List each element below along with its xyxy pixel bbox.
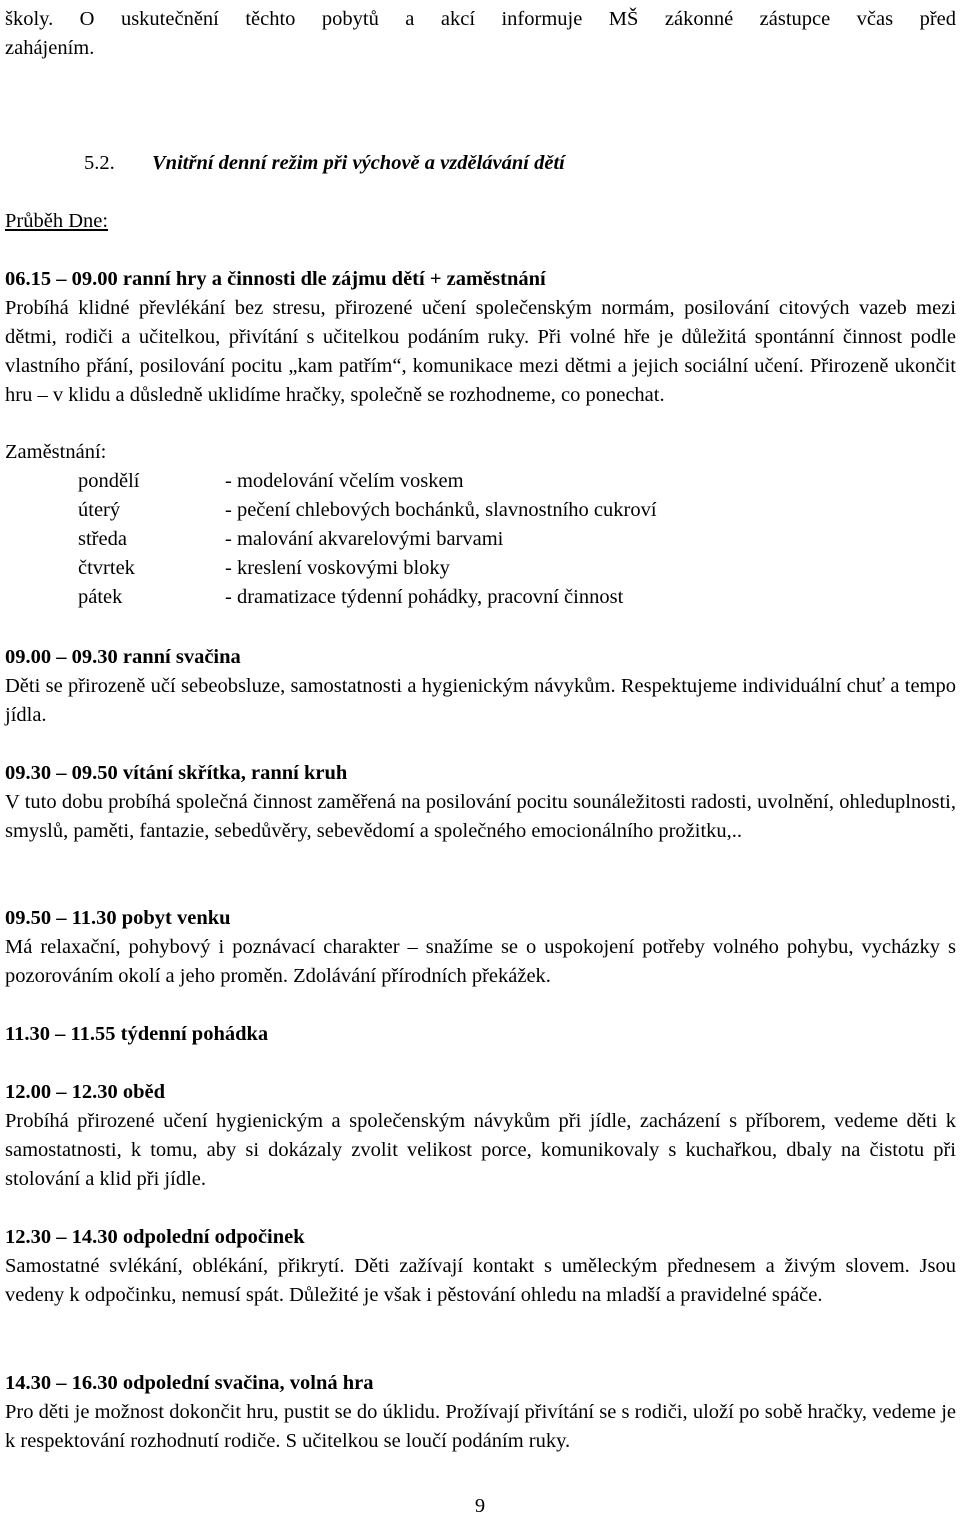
activity-row xyxy=(0,467,960,496)
block-time-0900: 09.00 – 09.30 ranní svačina xyxy=(5,646,241,668)
block-text-1430: Pro děti je možnost dokončit hru, pustit se do úklidu. Prožívají přivítání se s rodiči, uloží po sobě hračky, vedeme je k respektování rozhodnutí rodiče. S učitelkou se loučí podáním ruky. xyxy=(5,1401,956,1452)
activity-desc: - malování akvarelovými barvami xyxy=(225,528,504,550)
block-text-0900: Děti se přirozeně učí sebeobsluze, samostatnosti a hygienickým návykům. Respektujeme individuální chuť a tempo jídla. xyxy=(5,675,956,726)
block-time-1430: 14.30 – 16.30 odpolední svačina, volná hra xyxy=(5,1372,374,1394)
section-number: 5.2. xyxy=(84,152,115,174)
block-time-1200: 12.00 – 12.30 oběd xyxy=(5,1081,166,1103)
block-time-0615: 06.15 – 09.00 ranní hry a činnosti dle zájmu dětí + zaměstnání xyxy=(5,268,546,290)
activity-row xyxy=(0,554,960,583)
block-text-0930: V tuto dobu probíhá společná činnost zaměřená na posilování pocitu sounáležitosti radosti, uvolnění, ohleduplnosti, smyslů, paměti, fantazie, sebedůvěry, sebevědomí a společného emocionálního prožitku,.. xyxy=(5,791,956,842)
block-time-1230: 12.30 – 14.30 odpolední odpočinek xyxy=(5,1226,305,1248)
activity-day: úterý xyxy=(78,499,121,521)
activity-day: čtvrtek xyxy=(78,557,135,579)
intro-line-2: zahájením. xyxy=(5,37,95,59)
activities-label: Zaměstnání: xyxy=(5,441,107,463)
intro-line-1: školy. O uskutečnění těchto pobytů a akcí informuje MŠ zákonné zástupce včas před xyxy=(5,8,956,30)
page-number: 9 xyxy=(474,1495,486,1517)
block-text-1200: Probíhá přirozené učení hygienickým a společenským návykům při jídle, zacházení s příborem, vedeme děti k samostatnosti, k tomu, aby si dokázaly zvolit velikost porce, komunikovaly s kuchařkou, dbaly na čistotu při stolování a klid při jídle. xyxy=(5,1110,956,1190)
activity-desc: - modelování včelím voskem xyxy=(225,470,464,492)
activity-desc: - pečení chlebových bochánků, slavnostního cukroví xyxy=(225,499,657,521)
activity-desc: - dramatizace týdenní pohádky, pracovní činnost xyxy=(225,586,624,608)
activity-day: středa xyxy=(78,528,127,550)
activity-desc: - kreslení voskovými bloky xyxy=(225,557,450,579)
block-text-0950: Má relaxační, pohybový i poznávací charakter – snažíme se o uspokojení potřeby volného pohybu, vycházky s pozorováním okolí a jeho proměn. Zdolávání přírodních překážek. xyxy=(5,936,956,987)
block-text-1230: Samostatné svlékání, oblékání, přikrytí. Děti zažívají kontakt s uměleckým přednesem a živým slovem. Jsou vedeny k odpočinku, nemusí spát. Důležité je však i pěstování ohledu na mladší a pravidelné spáče. xyxy=(5,1255,956,1306)
activities-list xyxy=(0,467,960,612)
section-title: Vnitřní denní režim při výchově a vzdělávání dětí xyxy=(152,152,565,174)
day-heading: Průběh Dne: xyxy=(5,210,109,232)
block-time-0950: 09.50 – 11.30 pobyt venku xyxy=(5,907,231,929)
activity-row xyxy=(0,496,960,525)
block-time-0930: 09.30 – 09.50 vítání skřítka, ranní kruh xyxy=(5,762,348,784)
activity-row xyxy=(0,525,960,554)
activity-day: pátek xyxy=(78,586,123,608)
activity-row xyxy=(0,583,960,612)
activity-day: pondělí xyxy=(78,470,140,492)
block-text-0615: Probíhá klidné převlékání bez stresu, přirozené učení společenským normám, posilování citových vazeb mezi dětmi, rodiči a učitelkou, přivítání s učitelkou podáním ruky. Při volné hře je důležitá spontánní činnost podle vlastního přání, posilování pocitu „kam patřím“, komunikace mezi dětmi a jejich sociální učení. Přirozeně ukončit hru – v klidu a důsledně uklidíme hračky, společně se rozhodneme, co ponechat. xyxy=(5,297,956,406)
block-time-1130: 11.30 – 11.55 týdenní pohádka xyxy=(5,1023,269,1045)
